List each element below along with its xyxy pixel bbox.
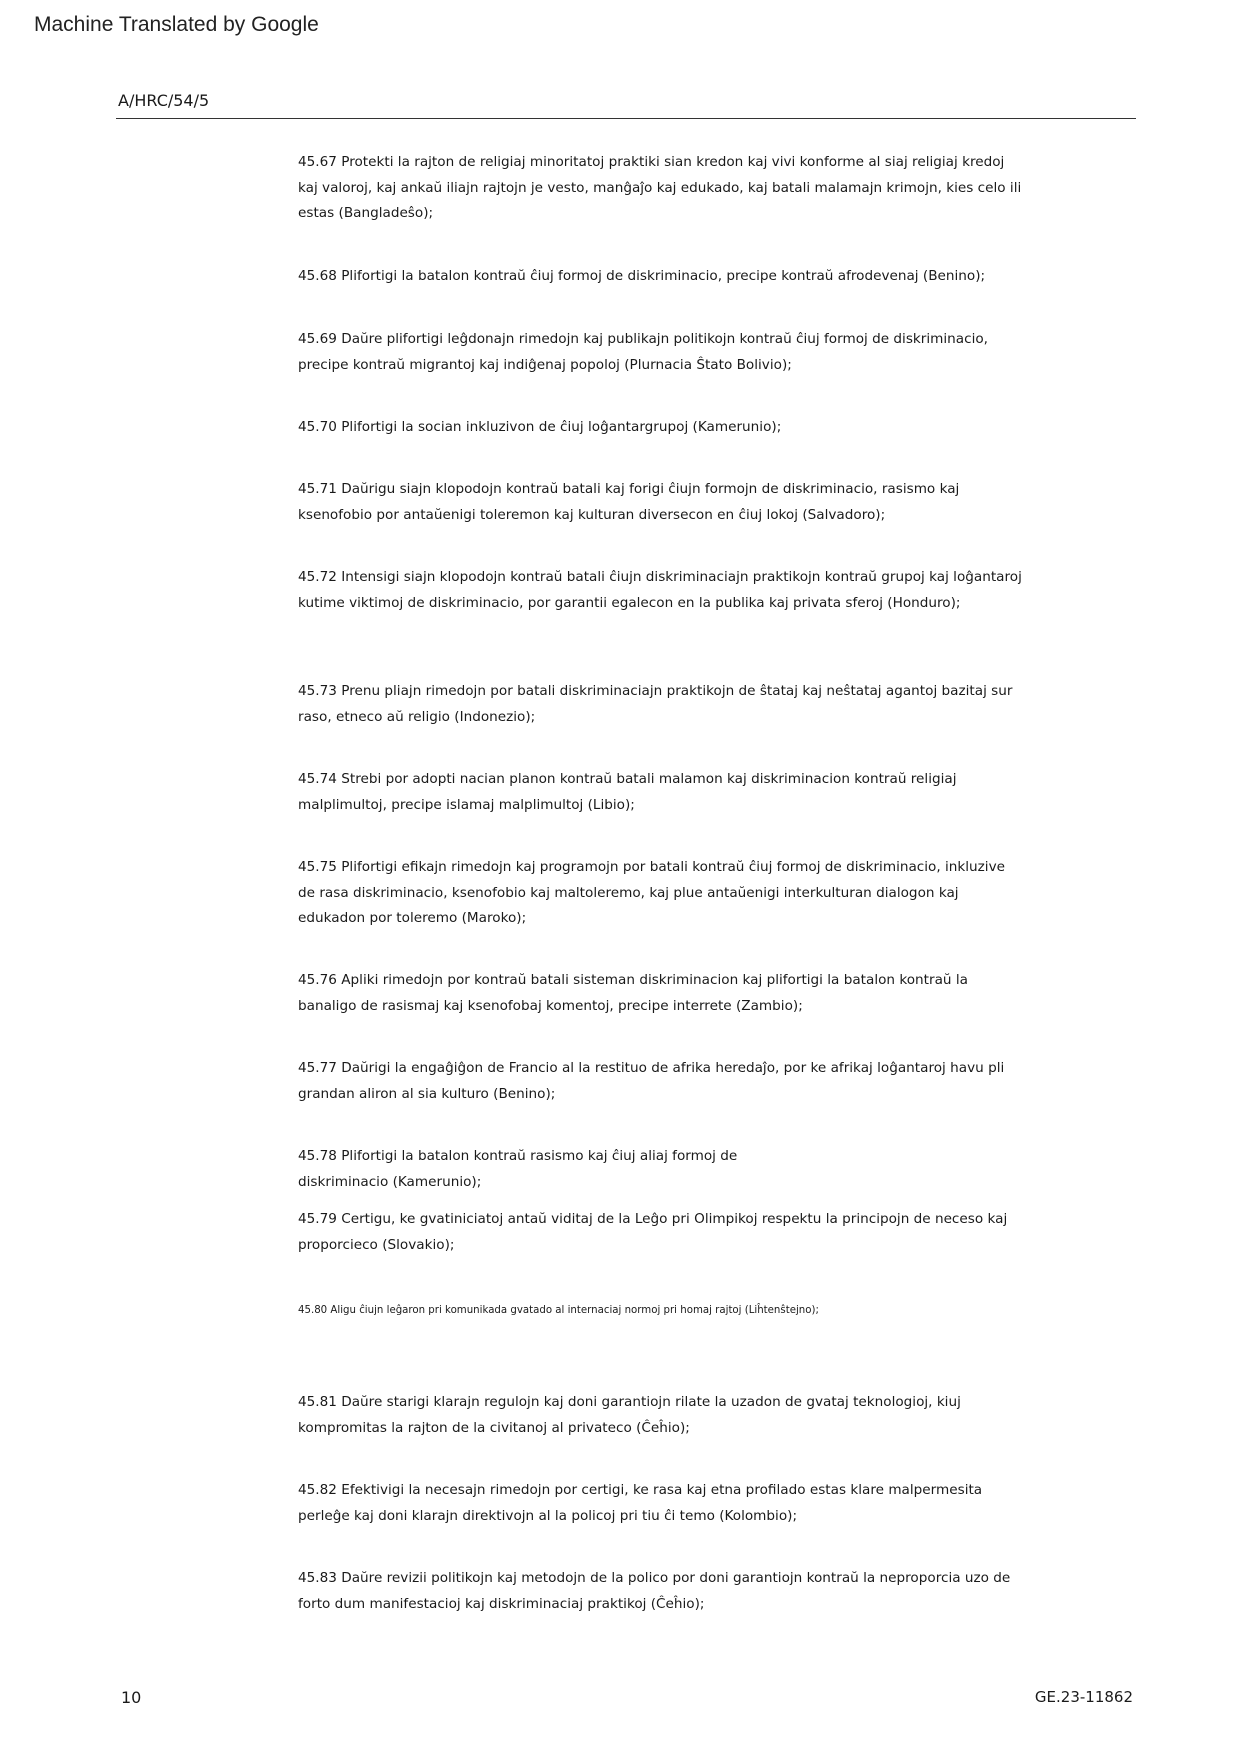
paragraph-45-71: 45.71 Daŭrigu siajn klopodojn kontraŭ batali kaj forigi ĉiujn formojn de diskriminacio, rasismo kaj ksenofobio por antaŭenigi toleremon kaj kulturan diversecon en ĉiuj lokoj (Salvadoro); [298, 481, 960, 523]
paragraph-45-83: 45.83 Daŭre revizii politikojn kaj metodojn de la polico por doni garantiojn kontraŭ la neproporcia uzo de forto dum manifestacioj kaj diskriminaciaj praktikoj (Ĉeĥio); [298, 1570, 1011, 1612]
paragraph-45-70: 45.70 Plifortigi la socian inkluzivon de ĉiuj loĝantargrupoj (Kamerunio); [298, 419, 782, 435]
paragraph-45-67: 45.67 Protekti la rajton de religiaj minoritatoj praktiki sian kredon kaj vivi konforme al siaj religiaj kredoj kaj valoroj, kaj ankaŭ iliajn rajtojn je vesto, manĝaĵo kaj edukado, kaj batali malamajn krimojn, kies celo ili estas (Bangladeŝo); [298, 154, 1022, 221]
paragraph-45-77: 45.77 Daŭrigi la engaĝiĝon de Francio al la restituo de afrika heredaĵo, por ke afrikaj loĝantaroj havu pli grandan aliron al sia kulturo (Benino); [298, 1060, 1005, 1102]
paragraph-45-72: 45.72 Intensigi siajn klopodojn kontraŭ batali ĉiujn diskriminaciajn praktikojn kontraŭ grupoj kaj loĝantaroj kutime viktimoj de diskriminacio, por garantii egalecon en la publika kaj privata sferoj (Honduro); [298, 569, 1022, 611]
paragraph-45-68: 45.68 Plifortigi la batalon kontraŭ ĉiuj formoj de diskriminacio, precipe kontraŭ afrodevenaj (Benino); [298, 268, 986, 284]
document-code: GE.23-11862 [1034, 1688, 1133, 1706]
paragraph-45-73: 45.73 Prenu pliajn rimedojn por batali diskriminaciajn praktikojn de ŝtataj kaj neŝtataj agantoj bazitaj sur raso, etneco aŭ religio (Indonezio); [298, 683, 1013, 725]
header-rule [116, 118, 1136, 119]
page-number: 10 [121, 1688, 142, 1707]
paragraph-45-75: 45.75 Plifortigi efikajn rimedojn kaj programojn por batali kontraŭ ĉiuj formoj de diskriminacio, inkluzive de rasa diskriminacio, ksenofobio kaj maltoleremo, kaj plue antaŭenigi interkulturan dialogon kaj edukadon por toleremo (Maroko); [298, 859, 1005, 926]
paragraph-45-76: 45.76 Apliki rimedojn por kontraŭ batali sisteman diskriminacion kaj plifortigi la batalon kontraŭ la banaligo de rasismaj kaj ksenofobaj komentoj, precipe interrete (Zambio); [298, 972, 968, 1014]
paragraph-45-69: 45.69 Daŭre plifortigi leĝdonajn rimedojn kaj publikajn politikojn kontraŭ ĉiuj formoj de diskriminacio, precipe kontraŭ migrantoj kaj indiĝenaj popoloj (Plurnacia Ŝtato Bolivio); [298, 331, 988, 373]
machine-translation-banner: Machine Translated by Google [34, 13, 319, 36]
paragraph-45-74: 45.74 Strebi por adopti nacian planon kontraŭ batali malamon kaj diskriminacion kontraŭ religiaj malplimultoj, precipe islamaj malplimultoj (Libio); [298, 771, 957, 813]
paragraph-45-80: 45.80 Aligu ĉiujn leĝaron pri komunikada gvatado al internaciaj normoj pri homaj rajtoj (Liĥtenŝtejno); [298, 1305, 819, 1316]
paragraph-45-81: 45.81 Daŭre starigi klarajn regulojn kaj doni garantiojn rilate la uzadon de gvataj teknologioj, kiuj kompromitas la rajton de la civitanoj al privateco (Ĉeĥio); [298, 1394, 961, 1436]
paragraph-45-79: 45.79 Certigu, ke gvatiniciatoj antaŭ viditaj de la Leĝo pri Olimpikoj respektu la principojn de neceso kaj proporcieco (Slovakio); [298, 1211, 1008, 1253]
document-symbol: A/HRC/54/5 [118, 91, 210, 110]
paragraph-45-82: 45.82 Efektivigi la necesajn rimedojn por certigi, ke rasa kaj etna profilado estas klare malpermesita perleĝe kaj doni klarajn direktivojn al la policoj pri tiu ĉi temo (Kolombio); [298, 1482, 983, 1524]
paragraph-45-78: 45.78 Plifortigi la batalon kontraŭ rasismo kaj ĉiuj aliaj formoj de diskriminacio (Kamerunio); [298, 1148, 738, 1190]
